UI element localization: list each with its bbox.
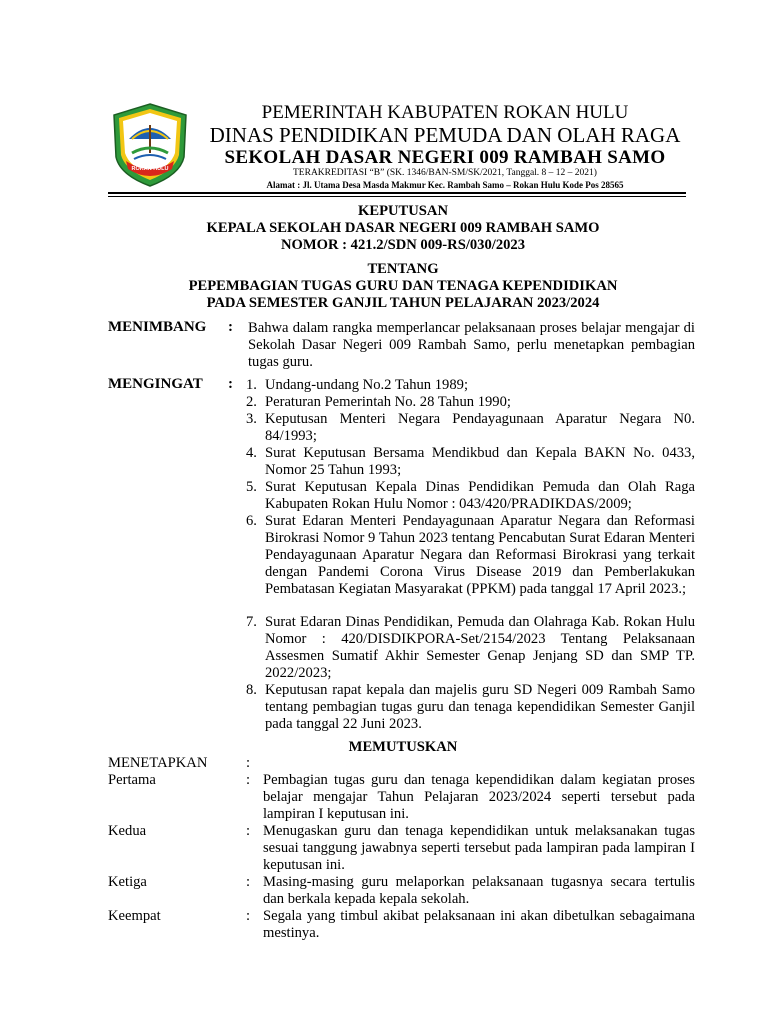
memutuskan-heading: MEMUTUSKAN: [348, 739, 458, 755]
menimbang-label: MENIMBANG: [108, 319, 207, 335]
list-item: Surat Edaran Menteri Pendayagunaan Aparatur Negara dan Reformasi Birokrasi Nomor 9 Tahun 2023 tentang Pencabutan Surat Edaran Menteri Pendayagunaan Aparatur Negara dan Reformasi Birokrasi yang terkait dengan Pandemi Corona Virus Disease 2019 dan Pemberlakukan Pembatasan Kegiatan Masyarakat (PPKM) pada tanggal 17 April 2023.;: [265, 513, 695, 597]
mengingat-label: MENGINGAT: [108, 376, 203, 392]
topic-line-1: PEPEMBAGIAN TUGAS GURU DAN TENAGA KEPENDIDIKAN: [188, 278, 618, 294]
clause-colon: :: [246, 823, 251, 839]
list-item: Keputusan rapat kepala dan majelis guru SD Negeri 009 Rambah Samo tentang pembagian tugas guru dan tenaga kependidikan Semester Ganjil pada tanggal 22 Juni 2023.: [265, 682, 695, 732]
list-item: Surat Keputusan Bersama Mendikbud dan Kepala BAKN No. 0433, Nomor 25 Tahun 1993;: [265, 445, 695, 478]
clause-colon: :: [246, 772, 251, 788]
list-item: Surat Edaran Dinas Pendidikan, Pemuda dan Olahraga Kab. Rokan Hulu Nomor : 420/DISDIKPORA-Set/2154/2023 Tentang Pelaksanaan Assesmen Sumatif Akhir Semester Genap Jenjang SD dan SMP TP. 2022/2023;: [265, 614, 695, 681]
clause-text: Segala yang timbul akibat pelaksanaan ini akan dibetulkan sebagaimana mestinya.: [263, 908, 695, 941]
list-number: 8.: [246, 682, 257, 698]
clause-text: Masing-masing guru melaporkan pelaksanaan tugasnya secara tertulis dan berkala kepada kepala sekolah.: [263, 874, 695, 907]
list-number: 4.: [246, 445, 257, 461]
list-item: Surat Keputusan Kepala Dinas Pendidikan Pemuda dan Olah Raga Kabupaten Rokan Hulu Nomor : 043/420/PRADIKDAS/2009;: [265, 479, 695, 512]
clause-colon: :: [246, 908, 251, 924]
menimbang-colon: :: [228, 319, 233, 335]
decree-subject: KEPALA SEKOLAH DASAR NEGERI 009 RAMBAH SAMO: [206, 220, 600, 236]
list-item: Peraturan Pemerintah No. 28 Tahun 1990;: [265, 394, 511, 410]
mengingat-colon: :: [228, 376, 233, 392]
header-divider-thick: [108, 192, 686, 194]
menetapkan-colon: :: [246, 755, 251, 771]
list-number: 7.: [246, 614, 257, 630]
accreditation-line: TERAKREDITASI “B” (SK. 1346/BAN-SM/SK/2021, Tanggal. 8 – 12 – 2021): [293, 168, 597, 178]
clause-text: Menugaskan guru dan tenaga kependidikan untuk melaksanakan tugas sesuai tanggung jawabnya seperti tersebut pada lampiran pada lampiran I keputusan ini.: [263, 823, 695, 873]
decree-number: NOMOR : 421.2/SDN 009-RS/030/2023: [280, 237, 526, 253]
clause-label: Pertama: [108, 772, 156, 788]
header-divider-thin: [108, 196, 686, 197]
clause-label: Keempat: [108, 908, 161, 924]
decree-title: KEPUTUSAN: [357, 203, 448, 219]
list-number: 3.: [246, 411, 257, 427]
school-name: SEKOLAH DASAR NEGERI 009 RAMBAH SAMO: [224, 147, 666, 168]
clause-label: Kedua: [108, 823, 147, 839]
list-number: 1.: [246, 377, 257, 393]
agency-name: DINAS PENDIDIKAN PEMUDA DAN OLAH RAGA: [209, 123, 681, 147]
address-line: Alamat : Jl. Utama Desa Masda Makmur Kec. Rambah Samo – Rokan Hulu Kode Pos 28565: [266, 180, 624, 190]
clause-colon: :: [246, 874, 251, 890]
list-item: Undang-undang No.2 Tahun 1989;: [265, 377, 468, 393]
list-number: 6.: [246, 513, 257, 529]
logo-text: ROKAN HULU: [131, 166, 169, 172]
about-heading: TENTANG: [367, 261, 439, 277]
list-number: 2.: [246, 394, 257, 410]
menetapkan-label: MENETAPKAN: [108, 755, 208, 771]
list-number: 5.: [246, 479, 257, 495]
menimbang-text: Bahwa dalam rangka memperlancar pelaksanaan proses belajar mengajar di Sekolah Dasar Negeri 009 Rambah Samo, perlu menetapkan pembagian tugas guru.: [248, 320, 695, 370]
clause-label: Ketiga: [108, 874, 147, 890]
topic-line-2: PADA SEMESTER GANJIL TAHUN PELAJARAN 2023/2024: [206, 295, 600, 311]
government-name: PEMERINTAH KABUPATEN ROKAN HULU: [261, 102, 629, 123]
regency-logo: [112, 103, 188, 187]
clause-text: Pembagian tugas guru dan tenaga kependidikan dalam kegiatan proses belajar mengajar Tahun Pelajaran 2023/2024 seperti tersebut pada lampiran I keputusan ini.: [263, 772, 695, 822]
list-item: Keputusan Menteri Negara Pendayagunaan Aparatur Negara N0. 84/1993;: [265, 411, 695, 444]
